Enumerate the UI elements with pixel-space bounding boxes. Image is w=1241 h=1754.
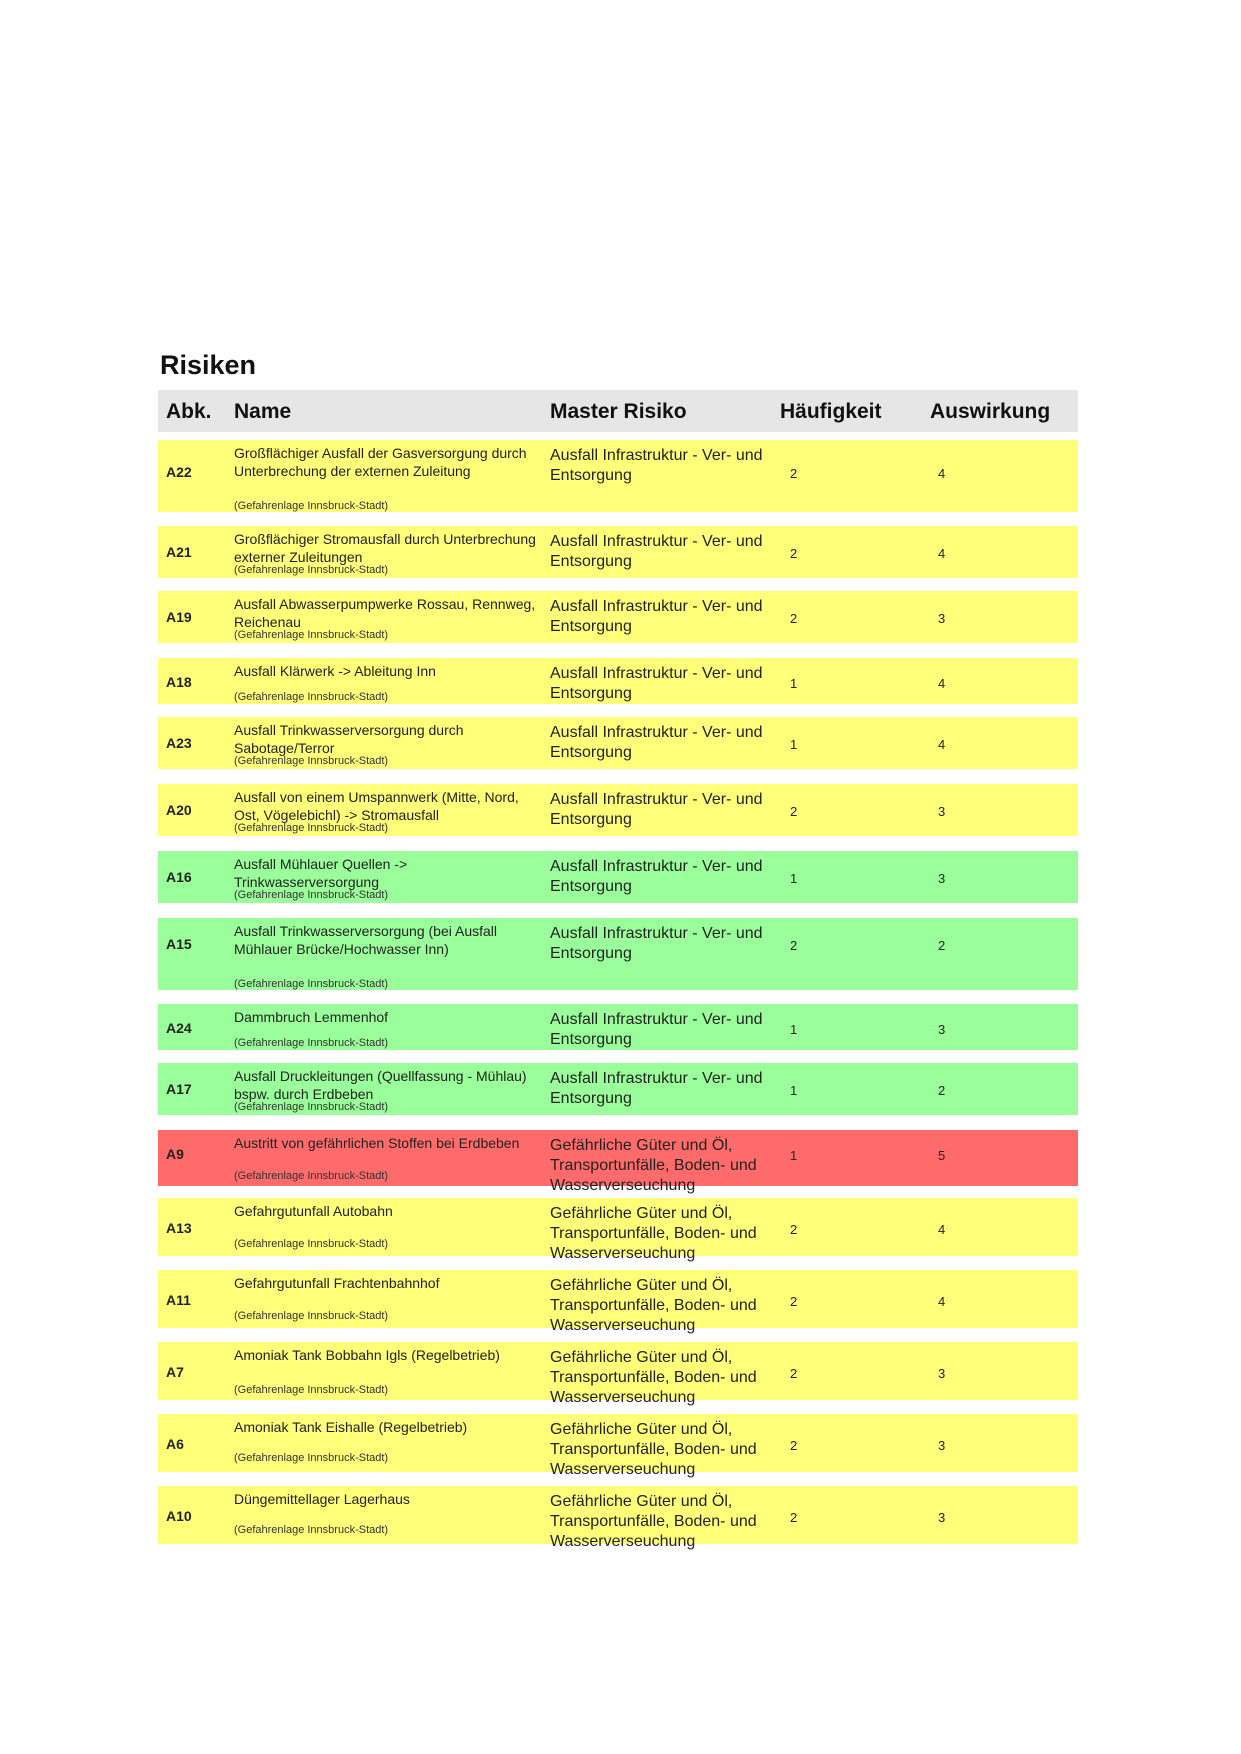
row-source: (Gefahrenlage Innsbruck-Stadt)	[234, 1310, 389, 1322]
table-row	[158, 1342, 1078, 1406]
row-frequency: 2	[790, 938, 798, 953]
row-master-risk: Ausfall Infrastruktur - Ver- und Entsorgung	[550, 1070, 763, 1107]
row-abk: A7	[166, 1364, 184, 1380]
table-row	[158, 1004, 1078, 1050]
row-abk: A10	[166, 1508, 192, 1524]
row-master-risk: Gefährliche Güter und Öl, Transportunfälle, Boden- und Wasserverseuchung	[550, 1277, 757, 1334]
row-frequency: 1	[790, 737, 798, 752]
row-abk: A15	[166, 936, 192, 952]
row-source: (Gefahrenlage Innsbruck-Stadt)	[234, 1238, 389, 1250]
row-name: Amoniak Tank Bobbahn Igls (Regelbetrieb)	[234, 1347, 500, 1363]
row-impact: 2	[938, 938, 946, 953]
row-abk: A16	[166, 869, 192, 885]
row-master-risk: Ausfall Infrastruktur - Ver- und Entsorgung	[550, 858, 763, 895]
row-impact: 4	[938, 676, 946, 691]
column-header-master: Master Risiko	[550, 400, 687, 423]
row-impact: 4	[938, 546, 946, 561]
table-row	[158, 717, 1078, 769]
row-impact: 4	[938, 737, 946, 752]
table-row	[158, 1130, 1078, 1194]
row-impact: 3	[938, 871, 946, 886]
row-source: (Gefahrenlage Innsbruck-Stadt)	[234, 1101, 389, 1113]
row-impact: 3	[938, 1366, 946, 1381]
table-row	[158, 658, 1078, 704]
row-frequency: 1	[790, 871, 798, 886]
row-source: (Gefahrenlage Innsbruck-Stadt)	[234, 629, 389, 641]
row-source: (Gefahrenlage Innsbruck-Stadt)	[234, 691, 389, 703]
row-frequency: 2	[790, 1510, 798, 1525]
row-name: Ausfall Trinkwasserversorgung (bei Ausfall Mühlauer Brücke/Hochwasser Inn)	[234, 923, 498, 957]
table-row	[158, 591, 1078, 643]
column-header-frequency: Häufigkeit	[780, 400, 882, 423]
row-source: (Gefahrenlage Innsbruck-Stadt)	[234, 1037, 389, 1049]
table-row	[158, 1270, 1078, 1334]
table-row	[158, 1486, 1078, 1550]
row-impact: 3	[938, 1022, 946, 1037]
row-abk: A18	[166, 674, 192, 690]
row-impact: 2	[938, 1083, 946, 1098]
row-master-risk: Gefährliche Güter und Öl, Transportunfälle, Boden- und Wasserverseuchung	[550, 1349, 757, 1406]
row-name: Ausfall Mühlauer Quellen -> Trinkwasserversorgung	[234, 856, 408, 890]
table-row	[158, 784, 1078, 836]
row-name: Ausfall Druckleitungen (Quellfassung - Mühlau) bspw. durch Erdbeben	[234, 1068, 527, 1102]
row-name: Dammbruch Lemmenhof	[234, 1009, 389, 1025]
row-name: Austritt von gefährlichen Stoffen bei Erdbeben	[234, 1135, 520, 1151]
page-title: Risiken	[160, 350, 257, 380]
row-source: (Gefahrenlage Innsbruck-Stadt)	[234, 755, 389, 767]
row-name: Düngemittellager Lagerhaus	[234, 1491, 410, 1507]
row-master-risk: Gefährliche Güter und Öl, Transportunfälle, Boden- und Wasserverseuchung	[550, 1421, 757, 1478]
row-impact: 3	[938, 611, 946, 626]
column-header-impact: Auswirkung	[930, 400, 1051, 423]
row-name: Ausfall Abwasserpumpwerke Rossau, Rennweg, Reichenau	[234, 596, 536, 630]
row-name: Amoniak Tank Eishalle (Regelbetrieb)	[234, 1419, 468, 1435]
row-source: (Gefahrenlage Innsbruck-Stadt)	[234, 1524, 389, 1536]
row-abk: A9	[166, 1146, 184, 1162]
row-frequency: 2	[790, 466, 798, 481]
row-source: (Gefahrenlage Innsbruck-Stadt)	[234, 822, 389, 834]
row-abk: A17	[166, 1081, 192, 1097]
table-row	[158, 1063, 1078, 1115]
row-abk: A6	[166, 1436, 184, 1452]
row-abk: A19	[166, 609, 192, 625]
row-master-risk: Ausfall Infrastruktur - Ver- und Entsorgung	[550, 598, 763, 635]
row-abk: A24	[166, 1020, 192, 1036]
row-source: (Gefahrenlage Innsbruck-Stadt)	[234, 889, 389, 901]
row-source: (Gefahrenlage Innsbruck-Stadt)	[234, 1452, 389, 1464]
table-row	[158, 440, 1078, 512]
row-frequency: 2	[790, 1222, 798, 1237]
row-frequency: 2	[790, 1294, 798, 1309]
row-name: Ausfall Klärwerk -> Ableitung Inn	[234, 663, 436, 679]
row-impact: 4	[938, 1222, 946, 1237]
row-name: Ausfall Trinkwasserversorgung durch Sabotage/Terror	[234, 722, 464, 756]
row-impact: 3	[938, 1510, 946, 1525]
row-master-risk: Ausfall Infrastruktur - Ver- und Entsorgung	[550, 724, 763, 761]
row-abk: A11	[166, 1292, 191, 1308]
row-abk: A20	[166, 802, 192, 818]
row-master-risk: Gefährliche Güter und Öl, Transportunfälle, Boden- und Wasserverseuchung	[550, 1137, 757, 1194]
column-header-abk: Abk.	[166, 400, 212, 423]
row-frequency: 1	[790, 676, 798, 691]
row-frequency: 1	[790, 1022, 798, 1037]
row-name: Gefahrgutunfall Frachtenbahnhof	[234, 1275, 440, 1291]
row-master-risk: Gefährliche Güter und Öl, Transportunfälle, Boden- und Wasserverseuchung	[550, 1493, 757, 1550]
row-frequency: 2	[790, 1438, 798, 1453]
row-master-risk: Ausfall Infrastruktur - Ver- und Entsorgung	[550, 925, 763, 962]
row-source: (Gefahrenlage Innsbruck-Stadt)	[234, 1384, 389, 1396]
table-row	[158, 1414, 1078, 1478]
row-name: Gefahrgutunfall Autobahn	[234, 1203, 393, 1219]
row-master-risk: Ausfall Infrastruktur - Ver- und Entsorgung	[550, 791, 763, 828]
row-frequency: 2	[790, 1366, 798, 1381]
row-master-risk: Ausfall Infrastruktur - Ver- und Entsorgung	[550, 665, 763, 702]
row-name: Ausfall von einem Umspannwerk (Mitte, Nord, Ost, Vögelebichl) -> Stromausfall	[234, 789, 519, 823]
column-header-name: Name	[234, 400, 292, 423]
table-row	[158, 918, 1078, 990]
row-source: (Gefahrenlage Innsbruck-Stadt)	[234, 1170, 389, 1182]
row-impact: 3	[938, 804, 946, 819]
row-master-risk: Ausfall Infrastruktur - Ver- und Entsorgung	[550, 1011, 763, 1048]
row-abk: A21	[166, 544, 192, 560]
row-impact: 4	[938, 466, 946, 481]
table-row	[158, 526, 1078, 578]
row-frequency: 2	[790, 546, 798, 561]
table-header	[158, 390, 1078, 432]
row-frequency: 1	[790, 1083, 798, 1098]
row-frequency: 1	[790, 1148, 798, 1163]
row-frequency: 2	[790, 804, 798, 819]
row-master-risk: Gefährliche Güter und Öl, Transportunfälle, Boden- und Wasserverseuchung	[550, 1205, 757, 1262]
table-row	[158, 851, 1078, 903]
row-impact: 4	[938, 1294, 946, 1309]
row-abk: A23	[166, 735, 192, 751]
row-abk: A13	[166, 1220, 192, 1236]
row-master-risk: Ausfall Infrastruktur - Ver- und Entsorgung	[550, 533, 763, 570]
row-source: (Gefahrenlage Innsbruck-Stadt)	[234, 564, 389, 576]
row-impact: 5	[938, 1148, 946, 1163]
row-impact: 3	[938, 1438, 946, 1453]
row-source: (Gefahrenlage Innsbruck-Stadt)	[234, 500, 389, 512]
row-source: (Gefahrenlage Innsbruck-Stadt)	[234, 978, 389, 990]
row-abk: A22	[166, 464, 192, 480]
row-name: Großflächiger Stromausfall durch Unterbrechung externer Zuleitungen	[234, 531, 536, 565]
row-name: Großflächiger Ausfall der Gasversorgung durch Unterbrechung der externen Zuleitung	[234, 445, 527, 479]
row-master-risk: Ausfall Infrastruktur - Ver- und Entsorgung	[550, 447, 763, 484]
row-frequency: 2	[790, 611, 798, 626]
table-row	[158, 1198, 1078, 1262]
